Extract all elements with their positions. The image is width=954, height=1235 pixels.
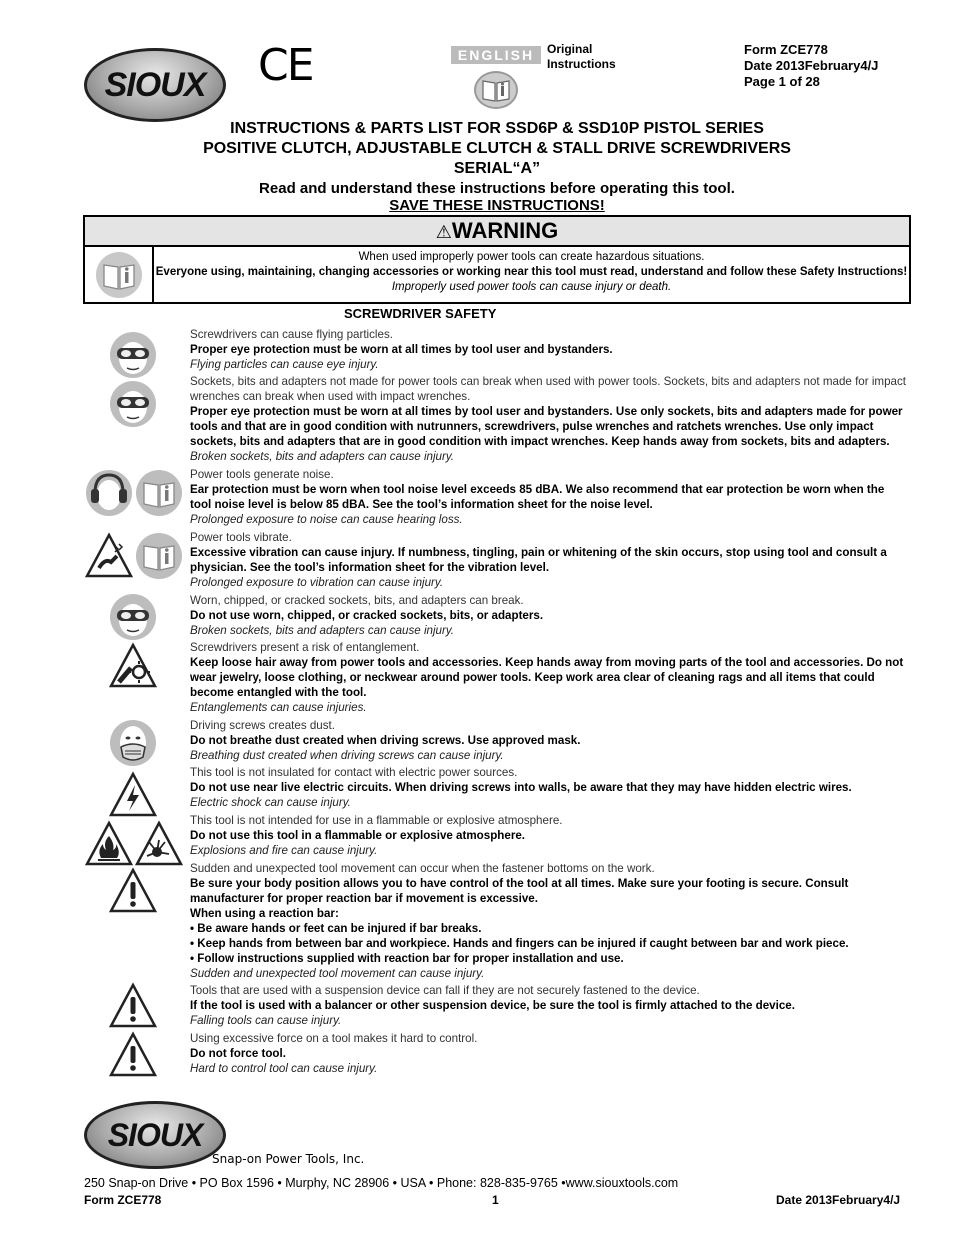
form-date: Date 2013February4/J bbox=[744, 58, 879, 73]
warning-line-2: Everyone using, maintaining, changing accessories or working near this tool must read, understand and follow these Safety Instructions! bbox=[155, 266, 908, 278]
warning-triangle-icon: ⚠ bbox=[435, 222, 452, 242]
safety-item: Power tools generate noise. Ear protection must be worn when tool noise level exceeds 85 dBA. We also recommend that ear protection be worn when the tool noise level is below 85 dBA. See the tool’s information sheet for the noise level. Prolonged exposure to noise can cause hearing loss. bbox=[190, 468, 885, 526]
ear-protection-icon bbox=[85, 469, 133, 517]
safety-item: Tools that are used with a suspension device can fall if they are not securely fastened to the device. If the tool is used with a balancer or other suspension device, be sure the tool is firmly attached to the device. Falling tools can cause injury. bbox=[190, 984, 795, 1027]
sioux-logo: SIOUX bbox=[84, 1101, 226, 1169]
goggles-icon bbox=[109, 380, 157, 428]
read-instructions: Read and understand these instructions before operating this tool. bbox=[259, 180, 735, 197]
title-line-3: SERIAL“A” bbox=[453, 160, 541, 177]
warning-line-3: Improperly used power tools can cause injury or death. bbox=[391, 281, 672, 293]
safety-item: This tool is not intended for use in a flammable or explosive atmosphere. Do not use this tool in a flammable or explosive atmosphere. Explosions and fire can cause injury. bbox=[190, 814, 563, 857]
goggles-icon bbox=[109, 331, 157, 379]
electric-shock-icon bbox=[109, 771, 157, 819]
safety-item: This tool is not insulated for contact with electric power sources. Do not use near live electric circuits. When driving screws into walls, be aware that they may have hidden electric wires. Electric shock can cause injury. bbox=[190, 766, 852, 809]
goggles-icon bbox=[109, 593, 157, 641]
vibration-hazard-icon bbox=[85, 532, 133, 580]
read-manual-icon bbox=[135, 469, 183, 517]
title-line-1: INSTRUCTIONS & PARTS LIST FOR SSD6P & SSD10P PISTOL SERIES bbox=[230, 120, 764, 137]
safety-item: Driving screws creates dust. Do not breathe dust created when driving screws. Use approved mask. Breathing dust created when driving screws can cause injury. bbox=[190, 719, 581, 762]
read-manual-icon bbox=[85, 247, 154, 302]
original-instructions-label: Original Instructions bbox=[547, 42, 616, 71]
page-count: Page 1 of 28 bbox=[744, 74, 820, 89]
warning-line-1: When used improperly power tools can create hazardous situations. bbox=[358, 251, 705, 263]
form-info bbox=[744, 42, 878, 90]
safety-item: Screwdrivers present a risk of entanglement. Keep loose hair away from power tools and accessories. Keep hands away from moving parts of the tool and accessories. Do not wear jewelry, loose clothing, or neckwear around power tools. Keep work area clear of cleaning rags and all items that could become entangled with the tool. Entanglements can cause injuries. bbox=[190, 641, 904, 714]
safety-item: Power tools vibrate. Excessive vibration can cause injury. If numbness, tingling, pain or whitening of the skin occurs, stop using tool and consult a physician. See the tool’s information sheet for the vibration level. Prolonged exposure to vibration can cause injury. bbox=[190, 531, 887, 589]
read-manual-icon bbox=[135, 532, 183, 580]
flammable-icon bbox=[85, 820, 133, 868]
language-badge: ENGLISH bbox=[451, 46, 541, 64]
ce-mark: CE bbox=[258, 40, 313, 91]
general-warning-icon bbox=[109, 867, 157, 915]
save-instructions: SAVE THESE INSTRUCTIONS! bbox=[389, 197, 605, 214]
footer-form: Form ZCE778 bbox=[84, 1193, 162, 1207]
safety-item: Using excessive force on a tool makes it hard to control. Do not force tool. Hard to control tool can cause injury. bbox=[190, 1032, 478, 1075]
sioux-logo: SIOUX bbox=[84, 48, 226, 122]
dust-mask-icon bbox=[109, 719, 157, 767]
read-manual-icon bbox=[474, 71, 518, 109]
warning-box bbox=[83, 215, 911, 304]
general-warning-icon bbox=[109, 982, 157, 1030]
company-name: Snap-on Power Tools, Inc. bbox=[212, 1152, 365, 1166]
company-address: 250 Snap-on Drive • PO Box 1596 • Murphy, NC 28906 • USA • Phone: 828-835-9765 •www.siouxtools.com bbox=[84, 1176, 679, 1190]
form-number: Form ZCE778 bbox=[744, 42, 828, 57]
section-title: SCREWDRIVER SAFETY bbox=[344, 306, 497, 321]
warning-heading: ⚠WARNING bbox=[85, 217, 909, 247]
title-line-2: POSITIVE CLUTCH, ADJUSTABLE CLUTCH & STALL DRIVE SCREWDRIVERS bbox=[203, 140, 791, 157]
safety-item: Sudden and unexpected tool movement can occur when the fastener bottoms on the work. Be sure your body position allows you to have control of the tool at all times. Make sure your footing is secure. Consult manufacturer for proper reaction bar if movement is excessive. When using a reaction bar: • Be aware hands or feet can be injured if bar breaks. • Keep hands from between bar and workpiece. Hands and fingers can be injured if caught between bar and work piece. • Follow instructions supplied with reaction bar for proper installation and use. Sudden and unexpected tool movement can cause injury. bbox=[190, 862, 849, 980]
footer-date: Date 2013February4/J bbox=[776, 1193, 901, 1207]
entanglement-icon bbox=[109, 642, 157, 690]
safety-item: Screwdrivers can cause flying particles. Proper eye protection must be worn at all times by tool user and bystanders. Flying particles can cause eye injury. bbox=[190, 328, 613, 371]
footer-page-number: 1 bbox=[492, 1193, 499, 1207]
explosive-icon bbox=[135, 820, 183, 868]
safety-item: Worn, chipped, or cracked sockets, bits, and adapters can break. Do not use worn, chipped, or cracked sockets, bits, or adapters. Broken sockets, bits and adapters can cause injury. bbox=[190, 594, 544, 637]
safety-item: Sockets, bits and adapters not made for power tools can break when used with power tools. Sockets, bits and adapters not made for impact wrenches can break when used with impact wrenches. Proper eye protection must be worn at all times by tool user and bystanders. Use only sockets, bits and adapters made for power tools and that are in good condition with nutrunners, screwdrivers, pulse wrenches and ratchets wrenches. Use only impact sockets, bits and adapters that are in good condition with impact wrenches. Keep hands away from sockets, bits and adapters. Broken sockets, bits and adapters can cause injury. bbox=[190, 375, 906, 463]
general-warning-icon bbox=[109, 1031, 157, 1079]
document-titles bbox=[84, 119, 910, 214]
